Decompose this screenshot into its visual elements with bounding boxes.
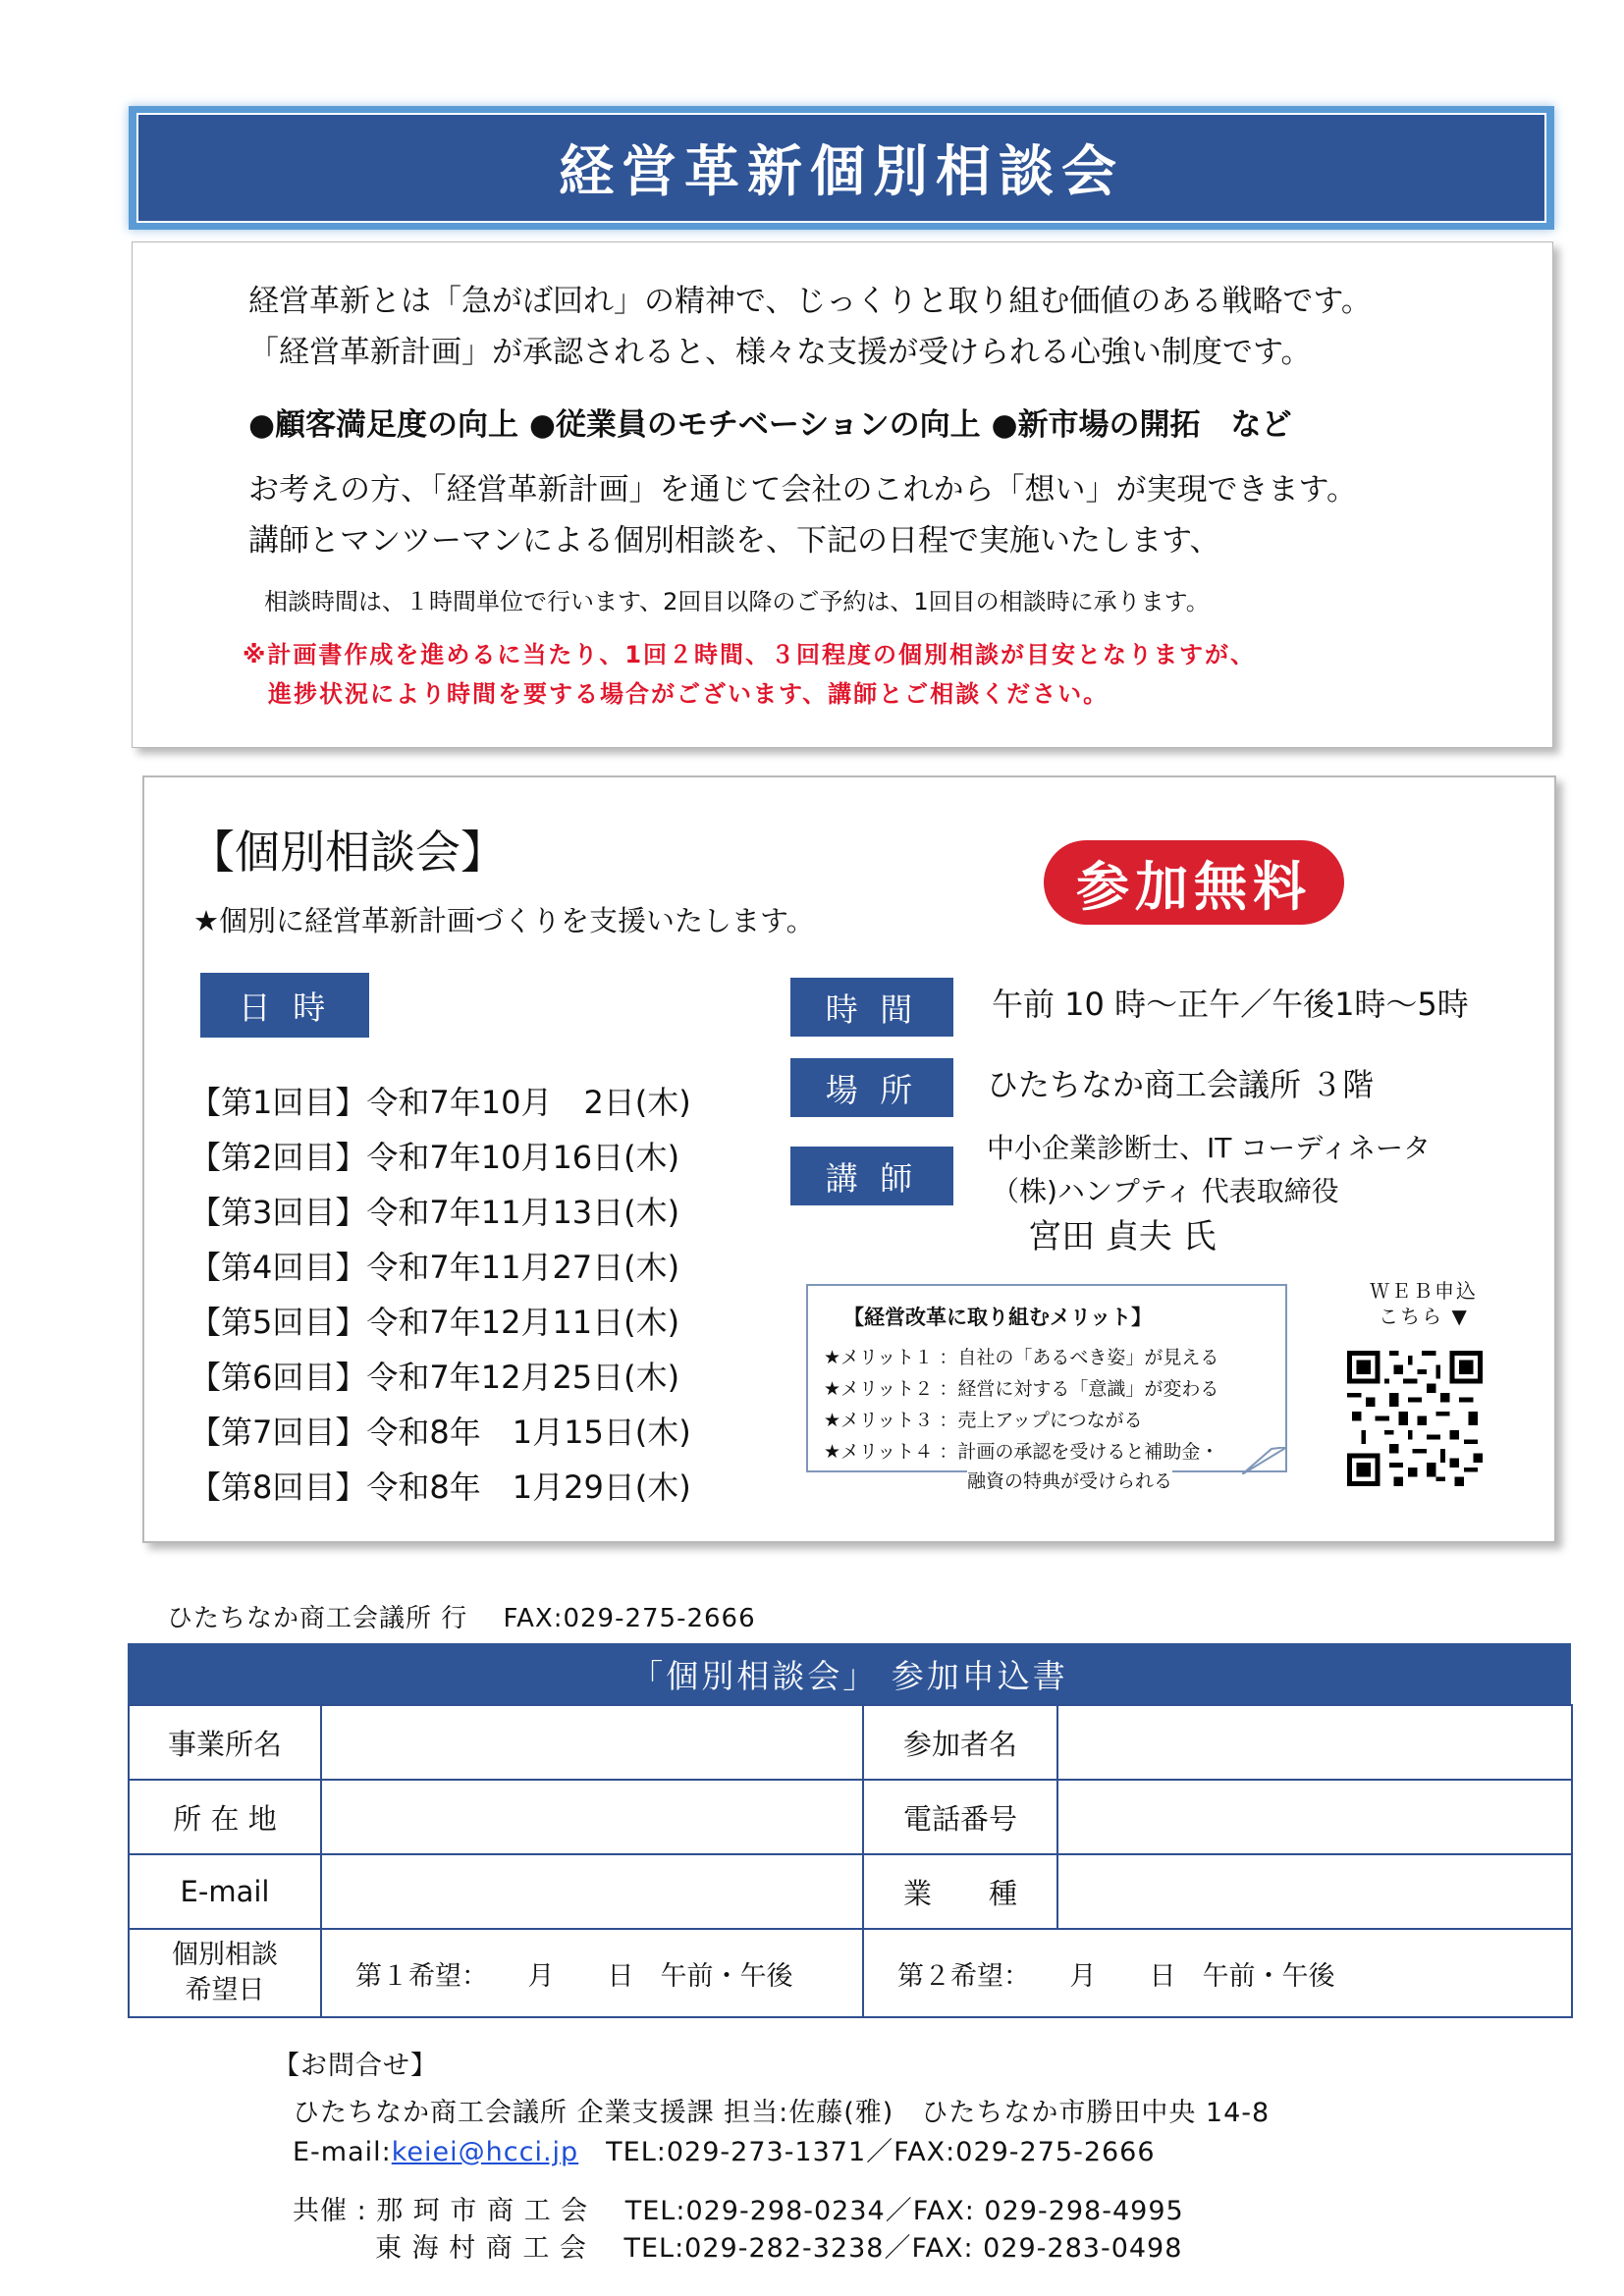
phone-label: 電話番号 xyxy=(863,1780,1057,1854)
title-banner xyxy=(129,106,1554,230)
merit-item: ★メリット４ ：計画の承認を受けると補助金・ xyxy=(824,1441,1219,1463)
session-item: 【第2回目】令和7年10月16日(木) xyxy=(189,1139,680,1176)
intro-warning-1: ※計画書作成を進めるに当たり、1回２時間、３回程度の個別相談が目安となりますが、 xyxy=(243,641,1257,668)
form-header: 「個別相談会」 参加申込書 xyxy=(128,1643,1571,1704)
email-link[interactable]: keiei@hcci.jp xyxy=(391,2137,579,2167)
free-badge-fill xyxy=(1044,840,1344,925)
industry-label: 業 種 xyxy=(863,1854,1057,1929)
intro-note: 相談時間は、１時間単位で行います、2回目以降のご予約は、1回目の相談時に承ります。 xyxy=(264,588,1210,615)
merit-item: ★メリット２ ：経営に対する「意識」が変わる xyxy=(824,1378,1219,1400)
company-label: 事業所名 xyxy=(129,1705,321,1780)
form-row xyxy=(129,1780,1572,1854)
lecturer-name: 宮田 貞夫 氏 xyxy=(1028,1217,1217,1256)
first-wish-field[interactable]: 第１希望： 月 日 午前・午後 xyxy=(321,1929,863,2017)
session-item: 【第1回目】令和7年10月 2日(木) xyxy=(189,1084,691,1121)
merit-title: 【経営改革に取り組むメリット】 xyxy=(843,1306,1153,1329)
time-value: 午前 10 時～正午／午後1時～5時 xyxy=(992,986,1469,1023)
wish-label-line-1: 個別相談 xyxy=(172,1940,278,1970)
date-label: 日 時 xyxy=(200,973,369,1038)
participant-label: 参加者名 xyxy=(863,1705,1057,1780)
merit-item-continued: 融資の特典が受けられる xyxy=(967,1467,1172,1493)
contact-line-1: ひたちなか商工会議所 企業支援課 担当:佐藤(雅) ひたちなか市勝田中央 14-8 xyxy=(293,2098,1271,2128)
consult-subheading: ★個別に経営革新計画づくりを支援いたします。 xyxy=(193,904,815,937)
consultation-box xyxy=(142,775,1556,1543)
session-item: 【第6回目】令和7年12月25日(木) xyxy=(189,1359,680,1396)
intro-box xyxy=(132,241,1553,748)
merit-note xyxy=(806,1284,1287,1472)
intro-benefits: ●顧客満足度の向上 ●従業員のモチベーションの向上 ●新市場の開拓 など xyxy=(248,407,1292,443)
company-field[interactable] xyxy=(321,1705,863,1780)
consult-heading: 【個別相談会】 xyxy=(189,826,506,879)
session-item: 【第4回目】令和7年11月27日(木) xyxy=(189,1249,680,1286)
email-label: E-mail xyxy=(129,1854,321,1929)
form-row xyxy=(129,1705,1572,1780)
wish-date-label xyxy=(129,1929,321,2017)
contact-heading: 【お問合せ】 xyxy=(273,2051,438,2081)
web-apply-label[interactable] xyxy=(1355,1278,1492,1329)
page-fold-icon xyxy=(1242,1447,1287,1474)
application-form xyxy=(128,1704,1573,2018)
phone-field[interactable] xyxy=(1057,1780,1572,1854)
intro-line-5: 講師とマンツーマンによる個別相談を、下記の日程で実施いたします、 xyxy=(248,523,1220,559)
web-apply-arrow-text: こちら ▼ xyxy=(1379,1305,1469,1328)
qr-code-icon[interactable] xyxy=(1347,1351,1483,1486)
wish-label-line-2: 希望日 xyxy=(185,1975,265,2005)
address-label: 所 在 地 xyxy=(129,1780,321,1854)
free-badge-text: 参加無料 xyxy=(1076,855,1312,918)
web-apply-text: ＷＥＢ申込 xyxy=(1370,1279,1478,1303)
participant-field[interactable] xyxy=(1057,1705,1572,1780)
intro-warning-2: 進捗状況により時間を要する場合がございます、講師とご相談ください。 xyxy=(268,680,1110,708)
cohost-1: 共催 : 那 珂 市 商 工 会 TEL:029-298-0234／FAX: 029-298-4995 xyxy=(293,2196,1184,2226)
fax-destination: ひたちなか商工会議所 行 FAX:029-275-2666 xyxy=(167,1604,756,1633)
tel-fax: TEL:029-273-1371／FAX:029-275-2666 xyxy=(578,2137,1156,2167)
email-prefix: E-mail: xyxy=(293,2137,392,2167)
title-bar xyxy=(136,113,1546,223)
cohost-2: 東 海 村 商 工 会 TEL:029-282-3238／FAX: 029-283-0498 xyxy=(293,2233,1183,2264)
session-item: 【第7回目】令和8年 1月15日(木) xyxy=(189,1414,691,1451)
industry-field[interactable] xyxy=(1057,1854,1572,1929)
place-label: 場 所 xyxy=(790,1058,953,1117)
form-row xyxy=(129,1854,1572,1929)
second-wish-field[interactable]: 第２希望： 月 日 午前・午後 xyxy=(863,1929,1572,2017)
form-row xyxy=(129,1929,1572,2017)
session-item: 【第3回目】令和7年11月13日(木) xyxy=(189,1194,680,1231)
email-field[interactable] xyxy=(321,1854,863,1929)
merit-item: ★メリット３ ：売上アップにつながる xyxy=(824,1410,1143,1431)
intro-line-4: お考えの方、「経営革新計画」を通じて会社のこれから「想い」が実現できます。 xyxy=(248,472,1358,507)
page-title: 経営革新個別相談会 xyxy=(559,140,1124,204)
session-item: 【第5回目】令和7年12月11日(木) xyxy=(189,1304,680,1341)
time-label: 時 間 xyxy=(790,978,953,1037)
place-value: ひたちなか商工会議所 ３階 xyxy=(987,1066,1375,1103)
free-badge xyxy=(1041,834,1347,931)
intro-line-2: 「経営革新計画」が承認されると、様々な支援が受けられる心強い制度です。 xyxy=(248,335,1312,370)
address-field[interactable] xyxy=(321,1780,863,1854)
merit-item: ★メリット１ ：自社の「あるべき姿」が見える xyxy=(824,1347,1219,1368)
intro-line-1: 経営革新とは「急がば回れ」の精神で、じっくりと取り組む価値のある戦略です。 xyxy=(248,284,1372,319)
session-item: 【第8回目】令和8年 1月29日(木) xyxy=(189,1468,691,1506)
lecturer-label: 講 師 xyxy=(790,1147,953,1205)
contact-line-2 xyxy=(293,2130,1156,2168)
lecturer-title-1: 中小企業診断士、IT コーディネータ xyxy=(987,1132,1432,1164)
lecturer-title-2: （株)ハンプティ 代表取締役 xyxy=(992,1175,1339,1207)
